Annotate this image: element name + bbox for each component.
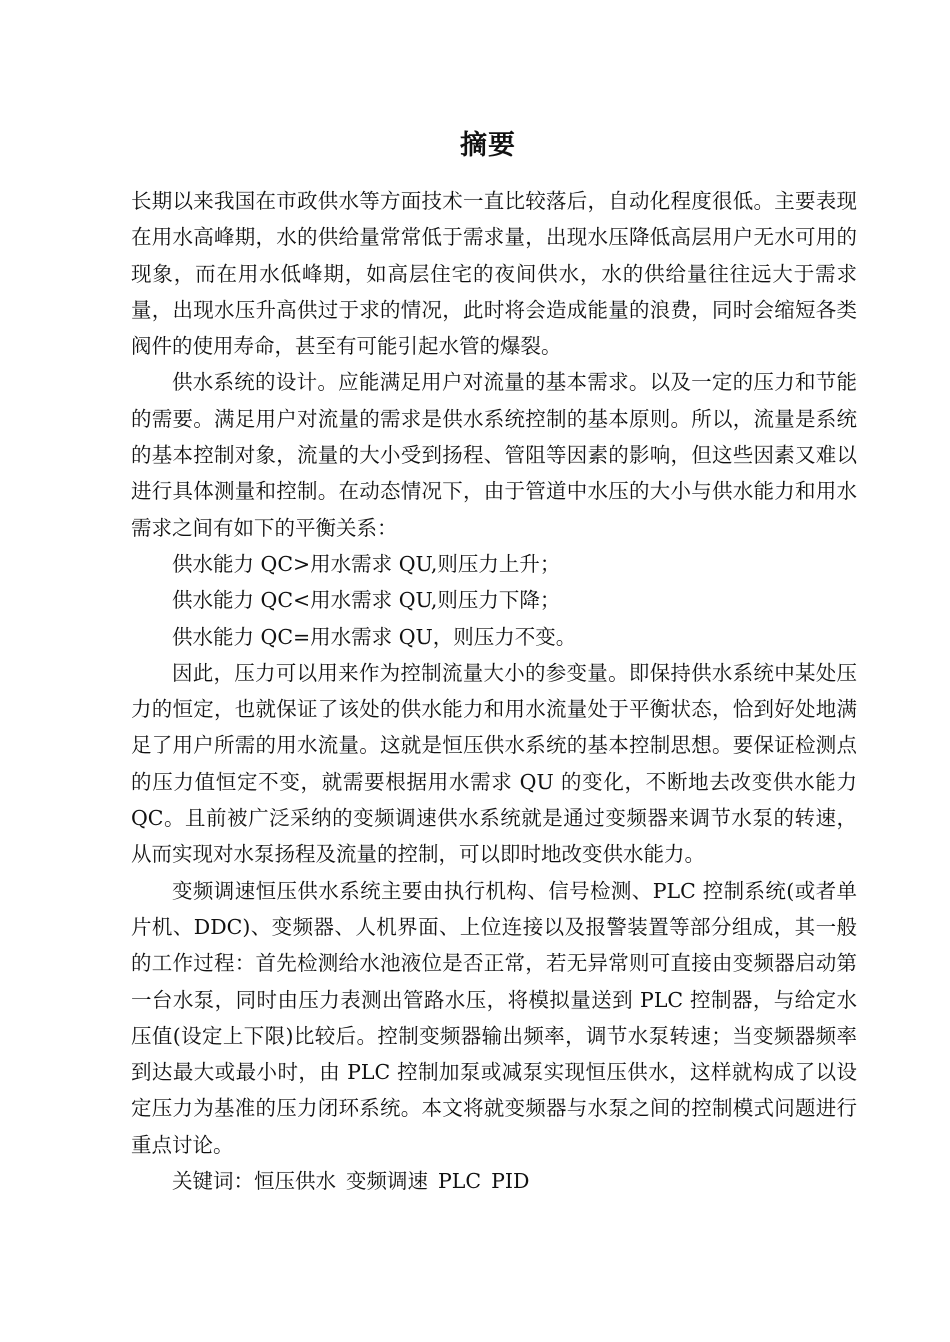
paragraph-control-idea: 因此，压力可以用来作为控制流量大小的参变量。即保持供水系统中某处压力的恒定，也就保证了该处的供水能力和用水流量处于平衡状态，恰到好处地满足了用户所需的用水流量。这就是恒压供水系统的基本控制思想。要保证检测点的压力值恒定不变，就需要根据用水需求 QU 的变化，不断地去改变供水能力 QC。且前被广泛采纳的变频调速供水系统就是通过变频器来调节水泵的转速，从而实现对水泵扬程及流量的控制，可以即时地改变供水能力。	[131, 660, 857, 867]
abstract-body	[131, 183, 857, 1199]
relation-pressure-rise: 供水能力 QC>用水需求 QU,则压力上升；	[172, 551, 561, 576]
keywords-label: 关键词：	[172, 1169, 254, 1194]
paragraph-background: 长期以来我国在市政供水等方面技术一直比较落后，自动化程度很低。主要表现在用水高峰期，水的供给量常常低于需求量，出现水压降低高层用户无水可用的现象，而在用水低峰期，如高层住宅的夜间供水，水的供给量往往远大于需求量，出现水压升高供过于求的情况，此时将会造成能量的浪费，同时会缩短各类阀件的使用寿命，甚至有可能引起水管的爆裂。	[131, 189, 857, 359]
keyword-item: 变频调速	[346, 1169, 428, 1194]
keyword-item: 恒压供水	[254, 1169, 336, 1194]
paragraph-system-composition: 变频调速恒压供水系统主要由执行机构、信号检测、PLC 控制系统(或者单片机、DDC)、变频器、人机界面、上位连接以及报警装置等部分组成，其一般的工作过程：首先检测给水池液位是否正常，若无异常则可直接由变频器启动第一台水泵，同时由压力表测出管路水压，将模拟量送到 PLC 控制器，与给定水压值(设定上下限)比较后。控制变频器输出频率，调节水泵转速；当变频器频率到达最大或最小时，由 PLC 控制加泵或减泵实现恒压供水，这样就构成了以设定压力为基准的压力闭环系统。本文将就变频器与水泵之间的控制模式问题进行重点讨论。	[131, 878, 857, 1157]
page-title: 摘要	[460, 130, 516, 161]
keywords-line	[131, 1163, 857, 1199]
relation-pressure-drop: 供水能力 QC<用水需求 QU,则压力下降；	[172, 588, 561, 613]
keyword-item: PLC	[438, 1169, 482, 1194]
paragraph-design: 供水系统的设计。应能满足用户对流量的基本需求。以及一定的压力和节能的需要。满足用户对流量的需求是供水系统控制的基本原则。所以，流量是系统的基本控制对象，流量的大小受到扬程、管阻等因素的影响，但这些因素又难以进行具体测量和控制。在动态情况下，由于管道中水压的大小与供水能力和用水需求之间有如下的平衡关系：	[131, 370, 857, 540]
keyword-item: PID	[491, 1169, 530, 1194]
relation-pressure-stable: 供水能力 QC=用水需求 QU，则压力不变。	[172, 624, 577, 649]
